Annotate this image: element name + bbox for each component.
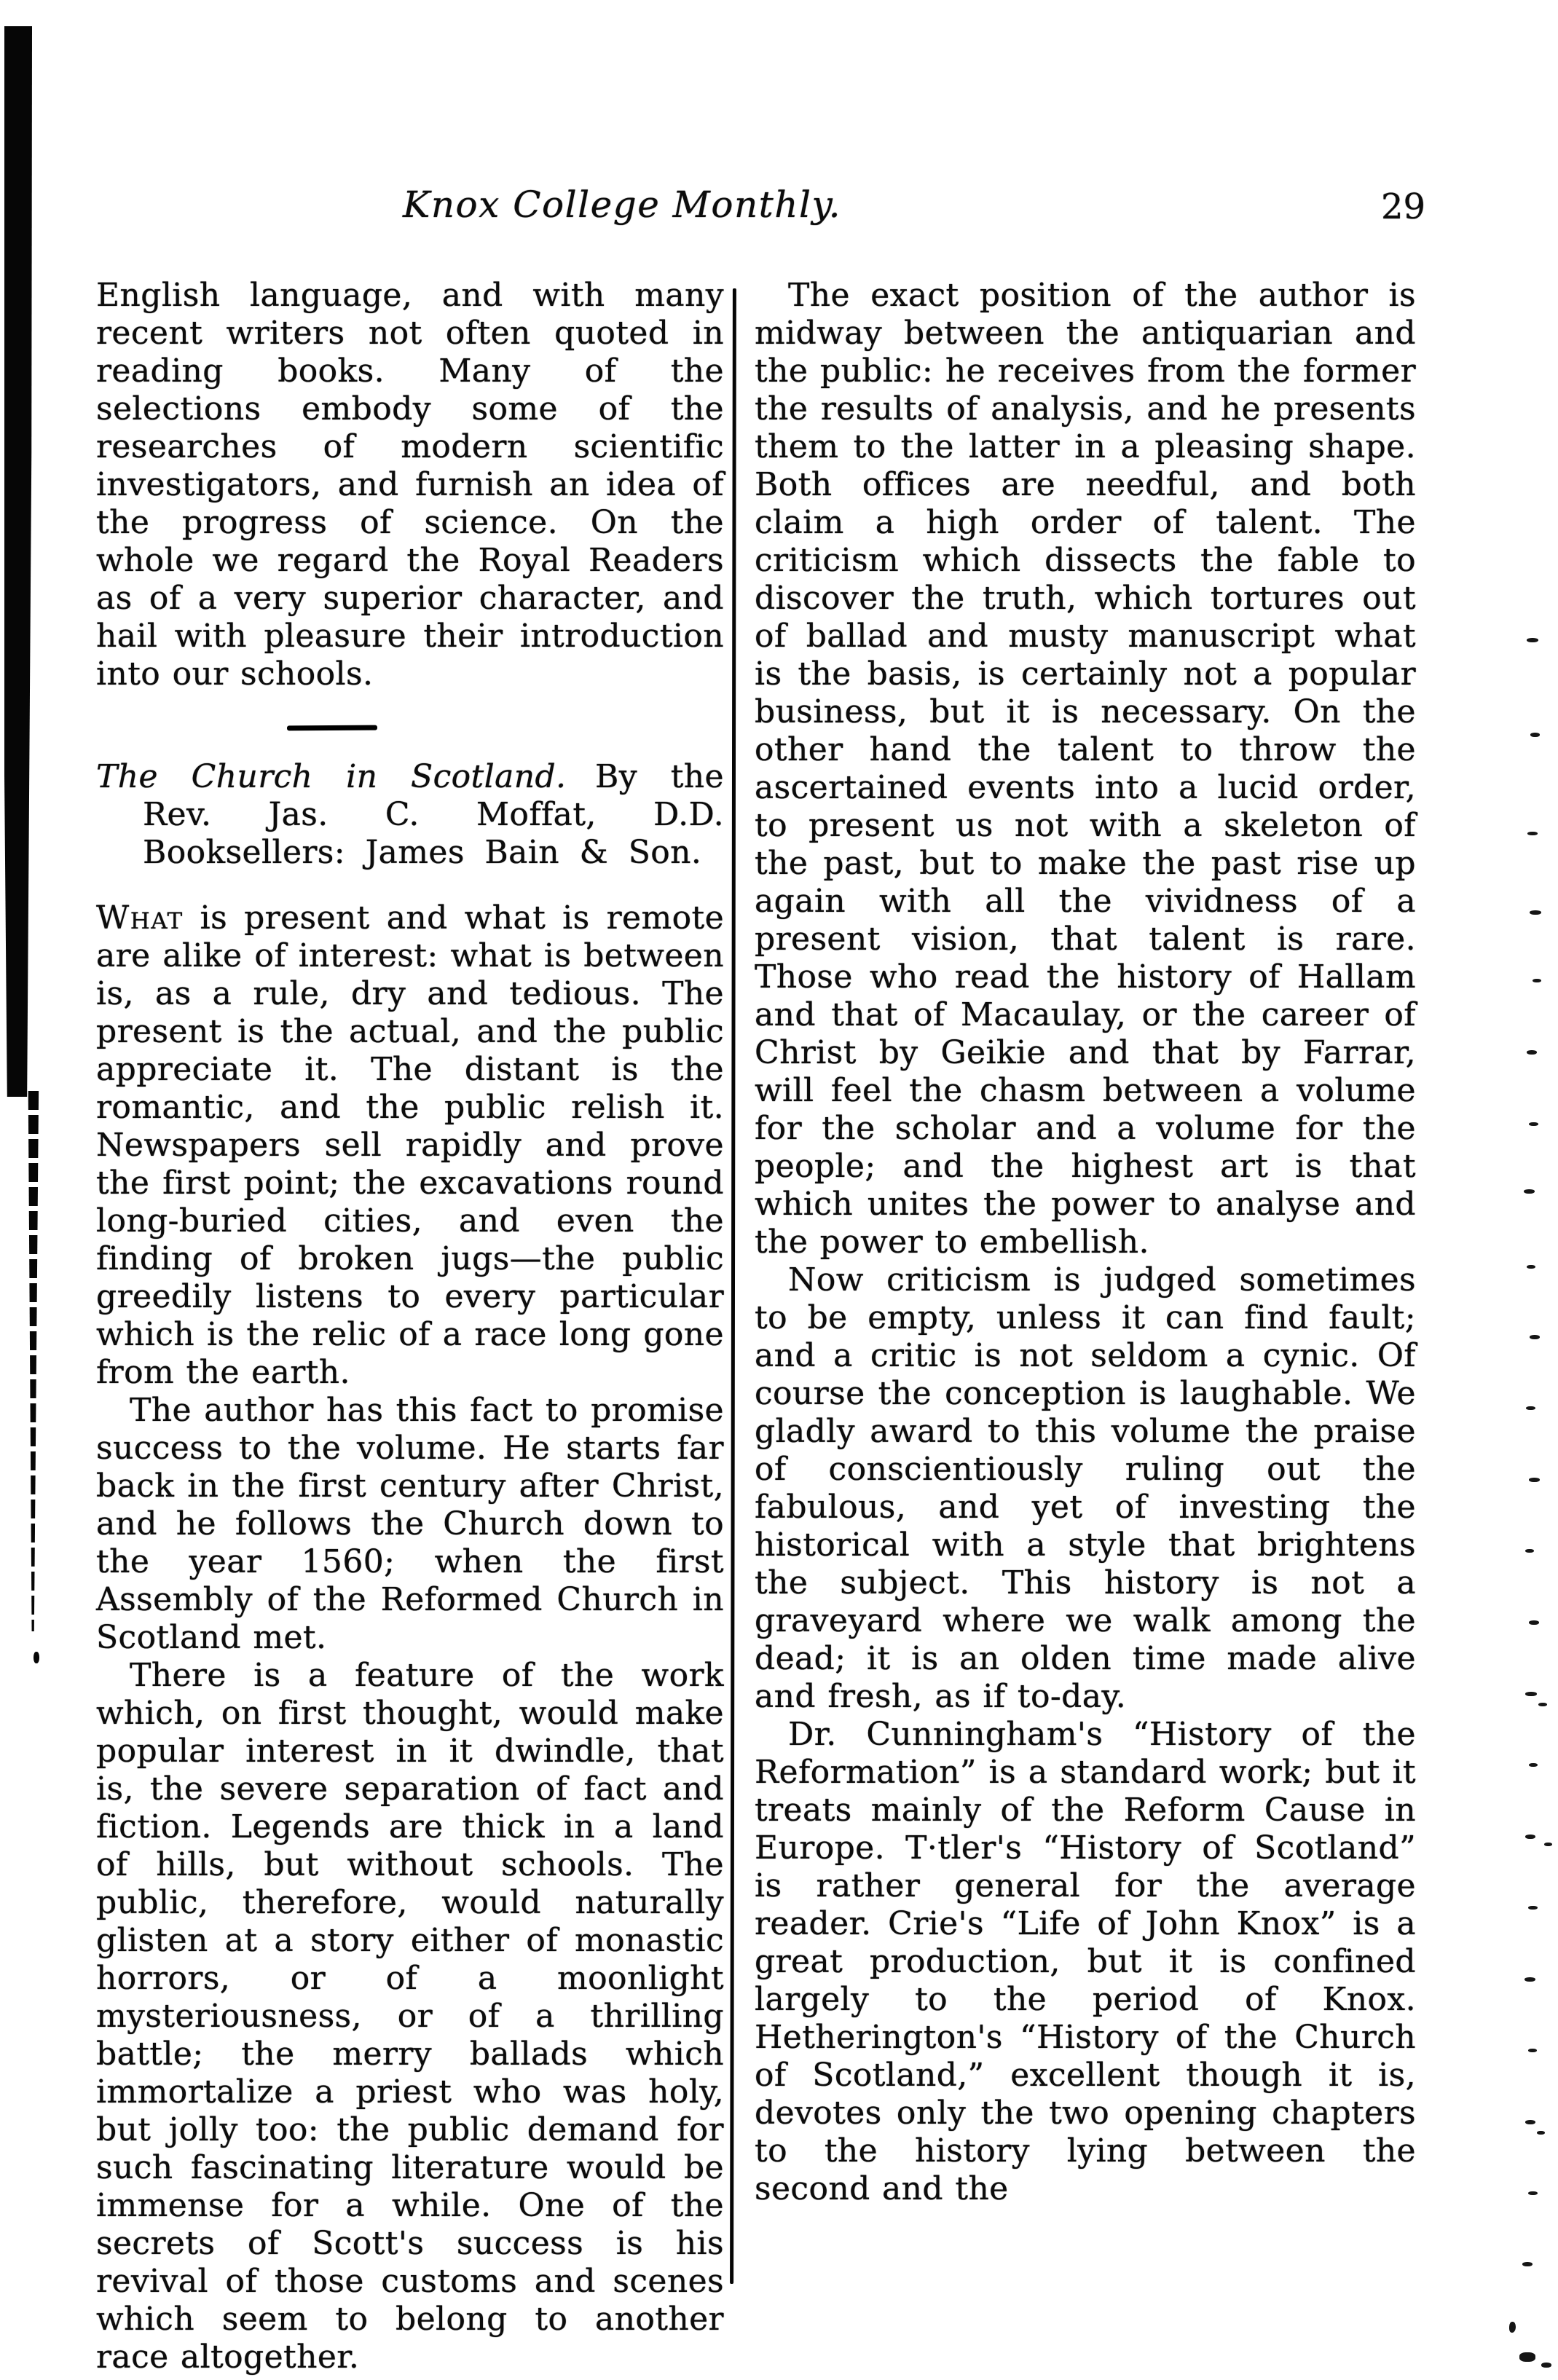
scan-speck bbox=[1529, 1620, 1539, 1625]
column-divider-rule bbox=[730, 288, 736, 2284]
scan-speck bbox=[1528, 2191, 1538, 2195]
scan-speck bbox=[1530, 910, 1541, 915]
paragraph-continuation: English language, and with many recent writers not often quoted in reading books. Many of the selections embody some of the researches of modern scientific investigators, and furnish an idea of the progress of science. On the whole we regard the Royal Readers as of a very superior character, and hail with pleasure their introduction into our schools. bbox=[96, 277, 724, 693]
scan-speck bbox=[1526, 1406, 1535, 1410]
scan-speck bbox=[1530, 733, 1540, 737]
scan-speck bbox=[1530, 1335, 1540, 1339]
book-title: The Church in Scotland. bbox=[96, 758, 567, 795]
scan-speck bbox=[1524, 1189, 1535, 1194]
scan-speck bbox=[1529, 1763, 1538, 1767]
scan-speck bbox=[1522, 2262, 1533, 2266]
review-paragraph-1-text: is present and what is remote are alike of interest: what is between is, as a rule, dry and tedious. The present is the actual, and the public appreciate it. The distant is the romantic, and the public relish it. Newspapers sell rapidly and prove the first point; the excavations round long-buried cities, and even the finding of broken jugs—the public greedily listens to every particular which is the relic of a race long gone from the earth. bbox=[96, 899, 725, 1391]
scan-speck bbox=[1527, 832, 1538, 835]
journal-title: Knox College Monthly. bbox=[403, 184, 841, 226]
page-number: 29 bbox=[1381, 186, 1426, 227]
lead-word: What bbox=[96, 899, 184, 937]
scan-mark-bottom-right bbox=[1519, 2352, 1535, 2362]
scan-speck bbox=[1529, 1122, 1538, 1126]
scan-speck bbox=[1524, 1977, 1535, 1982]
book-citation-details: By the Rev. Jas. C. Moffat, D.D. Booksellers: James Bain & Son. bbox=[143, 758, 724, 871]
scan-speck bbox=[1528, 1906, 1538, 1910]
book-citation bbox=[96, 758, 724, 872]
right-paragraph-1: The exact position of the author is midway between the antiquarian and the public: he receives from the former the results of analysis, and he presents them to the latter in a pleasing shape. Both offices are needful, and both claim a high order of talent. The criticism which dissects the fable to discover the truth, which tortures out of ballad and musty manuscript what is the basis, is certainly not a popular business, but it is necessary. On the other hand the talent to throw the ascertained events into a lucid order, to present us not with a skeleton of the past, but to make the past rise up again with all the vividness of a present vision, that talent is rare. Those who read the history of Hallam and that of Macaulay, or the career of Christ by Geikie and that by Farrar, will feel the chasm between a volume for the scholar and a volume for the people; and the highest art is that which unites the power to analyse and the power to embellish. bbox=[755, 277, 1416, 1261]
right-paragraph-3: Dr. Cunningham's “History of the Reformation” is a standard work; but it treats mainly of the Reform Cause in Europe. T·tler's “History of Scotland” is rather general for the average reader. Crie's “Life of John Knox” is a great production, but it is confined largely to the period of Knox. Hetherington's “History of the Church of Scotland,” excellent though it is, devotes only the two opening chapters to the history lying between the second and the bbox=[755, 1716, 1416, 2207]
scan-speck bbox=[1527, 1050, 1537, 1055]
section-divider-rule bbox=[287, 725, 377, 731]
scan-speck bbox=[1537, 2131, 1545, 2135]
scan-artifact-left-dot bbox=[34, 1652, 39, 1663]
scan-artifact-left-bar bbox=[4, 26, 32, 1097]
review-paragraph-3: There is a feature of the work which, on first thought, would make popular interest in it dwindle, that is, the severe separation of fact and fiction. Legends are thick in a land of hills, but without schools. The public, therefore, would naturally glisten at a story either of monastic horrors, or of a moonlight mysteriousness, or of a thrilling battle; the merry ballads which immortalize a priest who was holy, but jolly too: the public demand for such fascinating literature would be immense for a while. One of the secrets of Scott's success is his revival of those customs and scenes which seem to belong to another race altogether. bbox=[96, 1657, 724, 2376]
scan-speck bbox=[1527, 638, 1538, 642]
left-column bbox=[96, 277, 724, 2376]
scan-speck bbox=[1527, 1265, 1535, 1269]
review-paragraph-1 bbox=[96, 899, 724, 1392]
scan-speck bbox=[1533, 979, 1541, 982]
scan-mark-bottom-right bbox=[1541, 2363, 1551, 2368]
scan-speck bbox=[1525, 1549, 1534, 1553]
scan-speck bbox=[1538, 1703, 1547, 1706]
review-paragraph-2: The author has this fact to promise success to the volume. He starts far back in the first century after Christ, and he follows the Church down to the year 1560; when the first Assembly of the Reformed Church in Scotland met. bbox=[96, 1392, 724, 1656]
scan-speck bbox=[1525, 1692, 1537, 1696]
right-paragraph-2: Now criticism is judged sometimes to be empty, unless it can find fault; and a critic is not seldom a cynic. Of course the conception is laughable. We gladly award to this volume the praise of conscientiously ruling out the fabulous, and yet of investing the historical with a style that brightens the subject. This history is not a graveyard where we walk among the dead; it is an olden time made alive and fresh, as if to-day. bbox=[755, 1261, 1416, 1715]
scan-speck bbox=[1528, 2049, 1537, 2052]
scan-speck bbox=[1525, 2120, 1535, 2124]
scan-artifact-left-line bbox=[26, 1091, 39, 1631]
scan-speck bbox=[1544, 1843, 1552, 1846]
scan-speck bbox=[1525, 1835, 1535, 1839]
right-column bbox=[755, 277, 1416, 2208]
scan-speck bbox=[1529, 1478, 1540, 1482]
scan-mark-bottom-right bbox=[1509, 2322, 1516, 2333]
